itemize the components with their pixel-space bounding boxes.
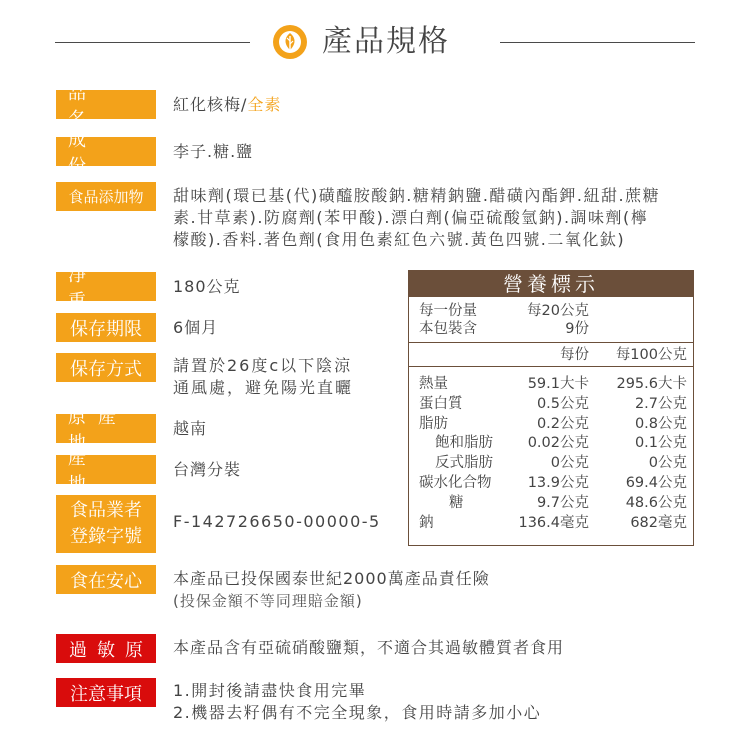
nutrient-name: 脂肪 [419,415,448,432]
producer-label: 產地 [56,455,156,484]
food-safety-label: 食在安心 [56,565,156,594]
serving-size-value: 每20公克 [527,303,589,319]
origin-label: 原產地 [56,414,156,443]
col-per-100g: 每100公克 [615,347,687,363]
registration-number: F-142726650-00000-5 [173,512,381,531]
column-header-section [409,343,693,367]
ingredients-label: 成份 [56,137,156,166]
nutrient-per-100g: 682毫克 [630,514,687,531]
label-text: 品名 [68,82,126,130]
nutrient-per-serving: 0.2公克 [536,415,589,432]
serving-section [409,297,693,343]
nutrient-name: 鈉 [419,514,434,531]
additives-value: 甜味劑(環已基(代)磺醯胺酸鈉.糖精鈉鹽.醋磺內酯鉀.紐甜.蔗糖 素.甘草素).防腐劑(苯甲酸).漂白劑(偏亞硫酸氫鈉).調味劑(檸 檬酸).香料.著色劑(食用色素紅色六號.黃色四號.二氧化鈦) [173,186,661,249]
nutrient-name: 蛋白質 [419,395,463,412]
storage-label: 保存方式 [56,353,156,382]
col-per-serving: 每份 [560,347,589,363]
allergen-label: 過敏原 [56,634,156,663]
producer-value: 台灣分裝 [173,460,242,479]
nutrient-per-100g: 0.8公克 [634,415,687,432]
nutrient-per-serving: 0.5公克 [536,395,589,412]
net-weight-value: 180公克 [173,277,241,296]
nutrient-per-serving: 13.9公克 [527,475,589,491]
food-safety-value: 本產品已投保國泰世紀2000萬產品責任險 (投保金額不等同理賠金額) [173,569,490,610]
nutrient-name: 糖 [449,494,464,511]
nutrient-rows [409,367,693,545]
ingredients-value: 李子.糖.鹽 [173,142,254,161]
title-divider-left [55,42,250,43]
nutrient-per-100g: 0.1公克 [634,435,687,452]
origin-value: 越南 [173,419,208,438]
product-name-value: 紅化核梅/全素 [173,95,282,114]
title-divider-right [500,42,695,43]
nutrient-name: 碳水化合物 [419,475,492,491]
page-title: 產品規格 [322,24,450,59]
nutrient-per-serving: 136.4毫克 [518,514,589,531]
allergen-value: 本產品含有亞硫硝酸鹽類，不適合其過敏體質者食用 [173,638,565,657]
product-name-label [56,82,156,130]
nutrient-per-serving: 9.7公克 [536,494,589,511]
nutrient-per-100g: 48.6公克 [625,494,687,511]
nutrition-header: 營養標示 [409,271,693,297]
serving-size-label: 每一份量 [419,303,477,319]
nutrient-name: 飽和脂肪 [435,435,493,452]
nutrient-per-100g: 0公克 [648,455,687,472]
shelf-life-label: 保存期限 [56,313,156,342]
nutrient-per-serving: 59.1大卡 [527,376,589,392]
nutrient-name: 熱量 [419,376,448,392]
notes-value: 1.開封後請盡快食用完畢 2.機器去籽偶有不完全現象，食用時請多加小心 [173,681,542,722]
shelf-life-value: 6個月 [173,318,219,337]
notes-label: 注意事項 [56,678,156,707]
nutrient-per-serving: 0公克 [550,455,589,472]
additives-label: 食品添加物 [56,182,156,211]
nutrient-per-100g: 69.4公克 [625,475,687,491]
nutrition-facts-table [408,270,694,546]
nutrient-per-100g: 295.6大卡 [616,376,687,392]
nutrient-per-100g: 2.7公克 [634,395,687,412]
leaf-icon [272,24,308,60]
vegan-tag: 全素 [247,95,282,114]
storage-value: 請置於26度c以下陰涼 通風處，避免陽光直曬 [173,356,354,397]
nutrient-name: 反式脂肪 [435,455,493,472]
servings-per-pack-label: 本包裝含 [419,321,477,337]
nutrient-per-serving: 0.02公克 [527,435,589,452]
net-weight-label: 淨重 [56,272,156,301]
registration-label: 食品業者 登錄字號 [56,495,156,553]
servings-per-pack-value: 9份 [565,321,589,337]
title-row [0,18,750,68]
